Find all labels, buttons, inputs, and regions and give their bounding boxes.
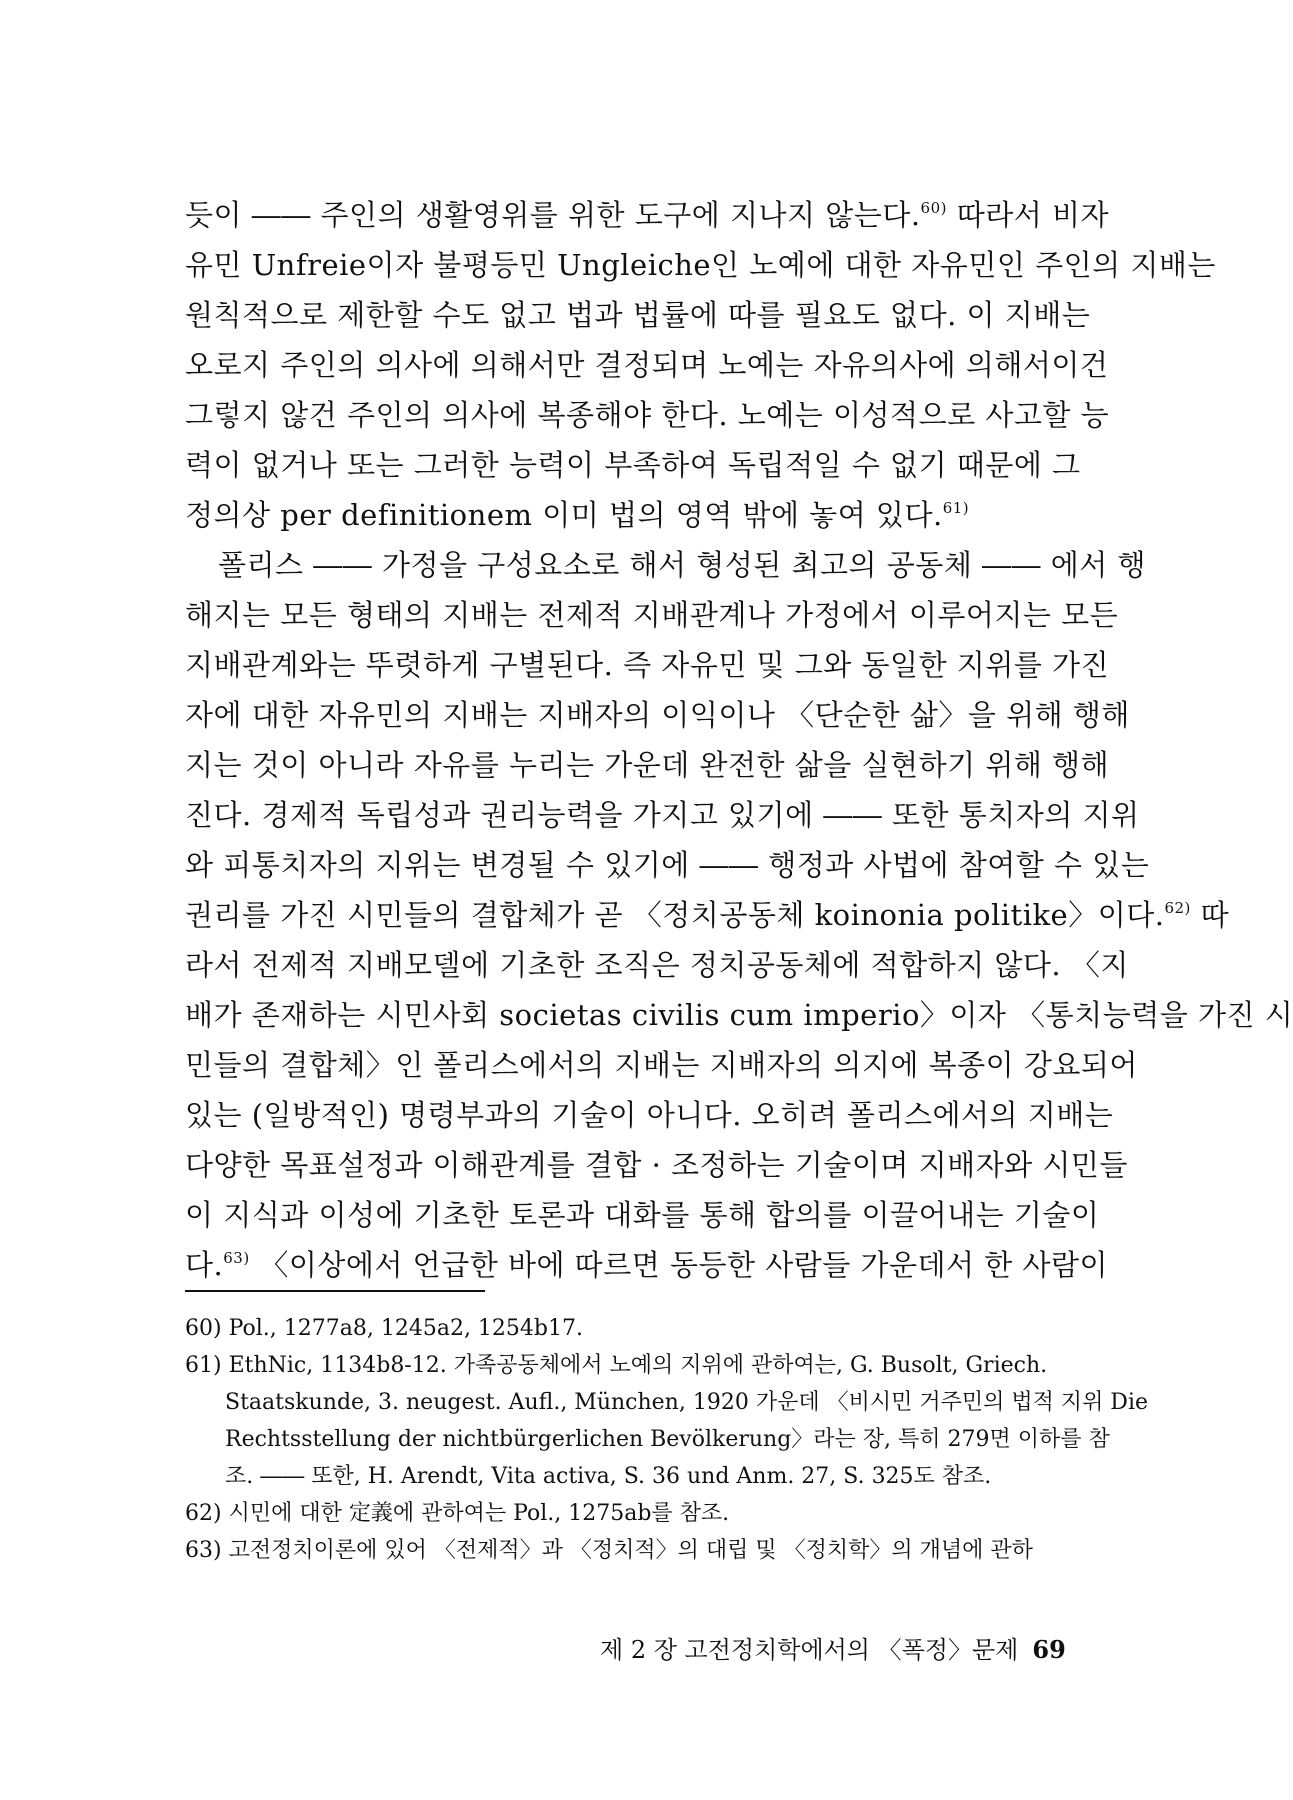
footnote-text: Staatskunde, 3. neugest. Aufl., München, 1920 가운데 〈비시민 거주민의 법적 지위 Die: [225, 1390, 1149, 1415]
footnote-ref[interactable]: 62): [1164, 899, 1191, 917]
footnote-number: 63): [185, 1538, 222, 1563]
running-footer: [600, 1630, 1066, 1665]
text-line: 오로지 주인의 의사에 의해서만 결정되며 노예는 자유의사에 의해서이건: [185, 348, 1109, 382]
text-line: 정의상 per definitionem 이미 법의 영역 밖에 놓여 있다.$^{61)}$: [185, 498, 970, 532]
text-line: 폴리스 ―― 가정을 구성요소로 해서 형성된 최고의 공동체 ―― 에서 행: [218, 548, 1147, 582]
text-line: 유민 Unfreie이자 불평등민 Ungleiche인 노예에 대한 자유민인 주인의 지배는: [185, 248, 1216, 282]
text-line: 지는 것이 아니라 자유를 누리는 가운데 완전한 삶을 실현하기 위해 행해: [185, 748, 1110, 782]
text-line: 자에 대한 자유민의 지배는 지배자의 이익이나 〈단순한 삶〉을 위해 행해: [185, 698, 1130, 732]
running-title: 제 2 장 고전정치학에서의 〈폭정〉문제: [600, 1636, 1019, 1664]
footnote-number: 61): [185, 1353, 222, 1378]
text-line: 민들의 결합체〉인 폴리스에서의 지배는 지배자의 의지에 복종이 강요되어: [185, 1048, 1138, 1082]
footnote-text: EthNic, 1134b8-12. 가족공동체에서 노예의 지위에 관하여는, G. Busolt, Griech.: [228, 1353, 1048, 1378]
footnote-text: 조. ―― 또한, H. Arendt, Vita activa, S. 36 und Anm. 27, S. 325도 참조.: [225, 1464, 992, 1489]
footnote-62: [185, 1495, 1075, 1532]
footnote-61: [185, 1347, 1149, 1495]
footnotes: [185, 1310, 1149, 1569]
footnote-separator: [185, 1290, 485, 1292]
footnote-text: Rechtsstellung der nichtbürgerlichen Bevölkerung〉라는 장, 특히 279면 이하를 참: [225, 1427, 1110, 1452]
text-line: 해지는 모든 형태의 지배는 전제적 지배관계나 가정에서 이루어지는 모든: [185, 598, 1119, 632]
text-line: 있는 (일방적인) 명령부과의 기술이 아니다. 오히려 폴리스에서의 지배는: [185, 1098, 1114, 1132]
footnote-text: Pol., 1277a8, 1245a2, 1254b17.: [228, 1316, 583, 1341]
footnote-ref[interactable]: 61): [942, 499, 970, 517]
footnote-ref[interactable]: 60): [920, 199, 947, 217]
text-line: 듯이 ―― 주인의 생활영위를 위한 도구에 지나지 않는다.$^{60)}$ 따라서 비자: [185, 198, 1110, 232]
text-line: 권리를 가진 시민들의 결합체가 곧 〈정치공동체 koinonia politike〉이다.$^{62)}$ 따: [185, 898, 1230, 932]
text-line: 진다. 경제적 독립성과 권리능력을 가지고 있기에 ―― 또한 통치자의 지위: [185, 798, 1140, 832]
text-line: 그렇지 않건 주인의 의사에 복종해야 한다. 노예는 이성적으로 사고할 능: [185, 398, 1110, 432]
text-line: 원칙적으로 제한할 수도 없고 법과 법률에 따를 필요도 없다. 이 지배는: [185, 298, 1091, 332]
footnote-ref[interactable]: 63): [223, 1249, 250, 1267]
body-text: [185, 190, 1293, 1290]
footnote-number: 62): [185, 1501, 222, 1526]
text-line: 와 피통치자의 지위는 변경될 수 있기에 ―― 행정과 사법에 참여할 수 있는: [185, 848, 1150, 882]
footnote-number: 60): [185, 1316, 222, 1341]
text-line: 다.$^{63)}$ 〈이상에서 언급한 바에 따르면 동등한 사람들 가운데서 한 사람이: [185, 1248, 1109, 1282]
footnote-63: [185, 1532, 1075, 1569]
text-line: 력이 없거나 또는 그러한 능력이 부족하여 독립적일 수 없기 때문에 그: [185, 448, 1081, 482]
footnote-text: 고전정치이론에 있어 〈전제적〉과 〈정치적〉의 대립 및 〈정치학〉의 개념에 관하: [228, 1538, 1033, 1563]
text-line: 다양한 목표설정과 이해관계를 결합 · 조정하는 기술이며 지배자와 시민들: [185, 1148, 1128, 1182]
footnote-60: [185, 1310, 1075, 1347]
text-line: 이 지식과 이성에 기초한 토론과 대화를 통해 합의를 이끌어내는 기술이: [185, 1198, 1100, 1232]
footnote-text: 시민에 대한 定義에 관하여는 Pol., 1275ab를 참조.: [228, 1501, 730, 1526]
text-line: 배가 존재하는 시민사회 societas civilis cum imperio〉이자 〈통치능력을 가진 시: [185, 998, 1293, 1032]
page-number: 69: [1032, 1635, 1066, 1664]
text-line: 라서 전제적 지배모델에 기초한 조직은 정치공동체에 적합하지 않다. 〈지: [185, 948, 1129, 982]
text-line: 지배관계와는 뚜렷하게 구별된다. 즉 자유민 및 그와 동일한 지위를 가진: [185, 648, 1110, 682]
